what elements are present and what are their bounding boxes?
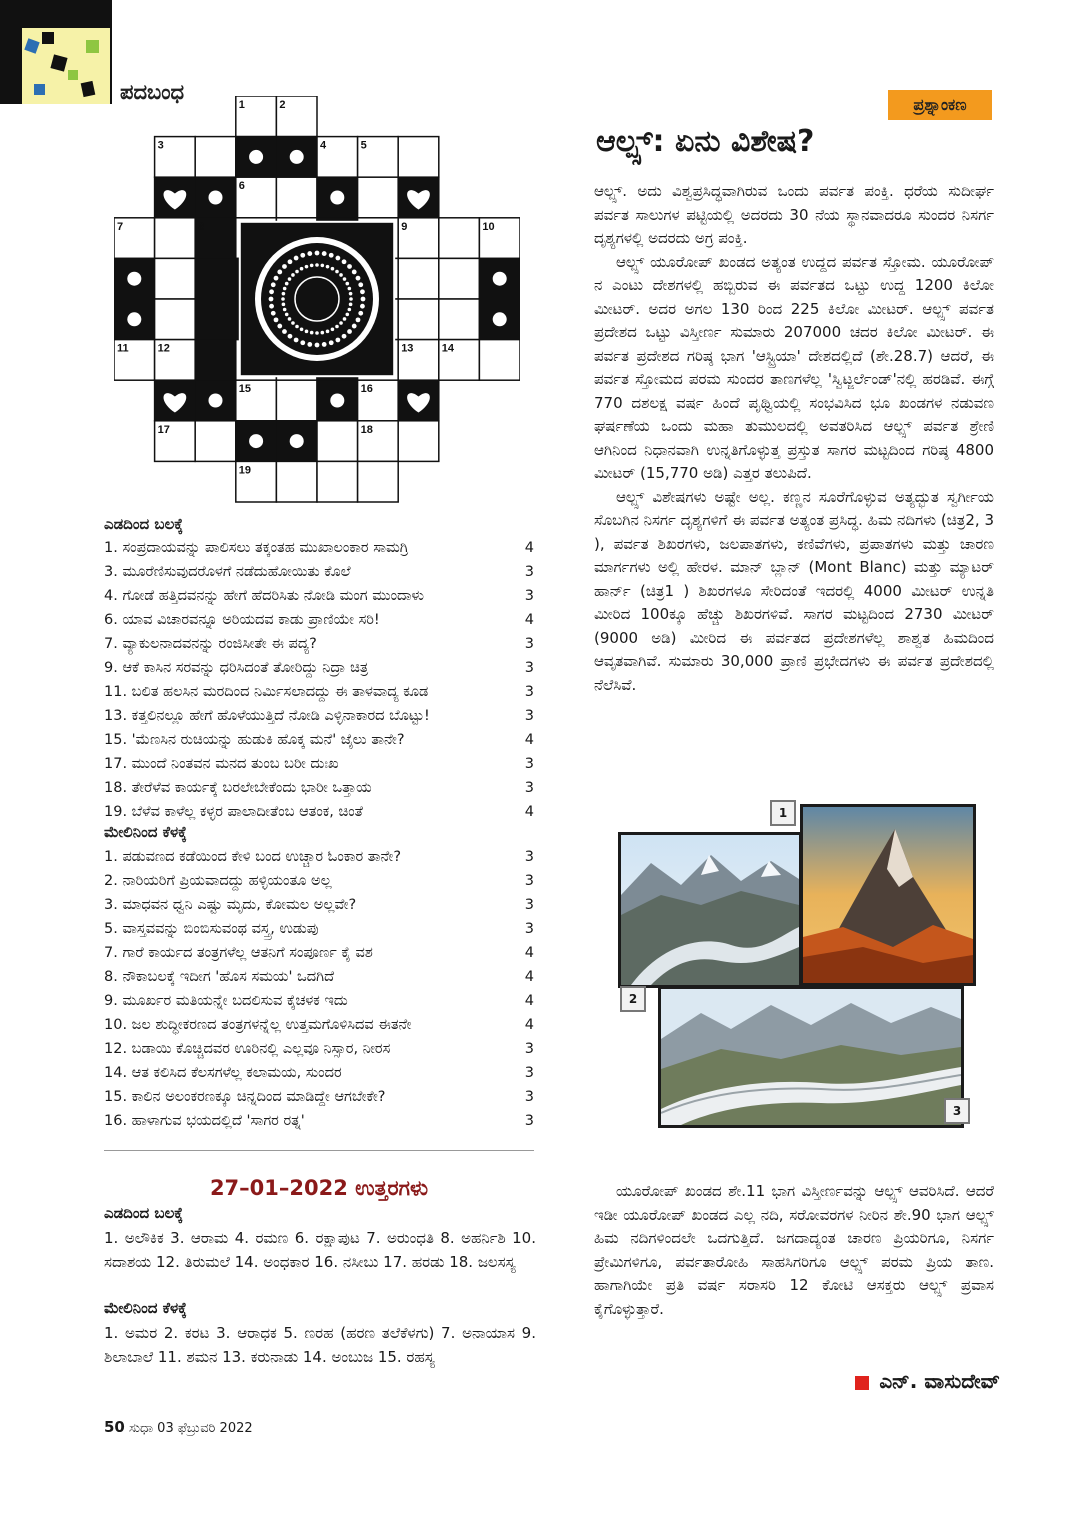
cell-number: 12 [157, 342, 170, 355]
crossword-cell[interactable] [276, 461, 317, 502]
crossword-cell[interactable] [398, 137, 439, 178]
page-footer [104, 1418, 253, 1436]
clue-text: 4. ಗೋಡೆ ಹತ್ತಿದವನನ್ನು ಹೇಗೆ ಹೆದರಿಸಿತು ನೋಡಿ ಮಂಗ ಮುಂದಾಳು [104, 588, 425, 604]
crossword-cell[interactable] [155, 299, 196, 340]
clue-text: 15. ಕಾಲಿನ ಅಲಂಕರಣಕ್ಕೂ ಚಿನ್ನದಿಂದ ಮಾಡಿದ್ದೇ ಆಗಬೇಕೇ? [104, 1089, 386, 1105]
clue-length: 3 [524, 780, 534, 796]
ornament-dot [335, 256, 340, 261]
ornament-dot [349, 297, 353, 301]
ornament-dot [305, 265, 309, 269]
crossword-cell[interactable] [317, 421, 358, 462]
ornament-dot [342, 334, 347, 339]
across-clue [104, 584, 534, 608]
cell-number: 9 [401, 220, 408, 233]
ornament-dot [277, 324, 282, 329]
ornament-dot [274, 276, 279, 281]
ornament-dot [348, 287, 352, 291]
crossword-cell[interactable] [195, 421, 236, 462]
ornament-dot [274, 317, 279, 322]
ornament-dot [281, 297, 285, 301]
ornament-dot [358, 282, 363, 287]
clue-length: 3 [524, 588, 534, 604]
clue-text: 19. ಬೆಳೆವ ಕಾಳೆಲ್ಲ ಕಳ್ಳರ ಪಾಲಾದೀತೆಂಬ ಆತಂಕ, ಚಿಂತೆ [104, 804, 363, 820]
clue-text: 11. ಬಲಿತ ಹಲಸಿನ ಮರದಿಂದ ನಿರ್ಮಿಸಲಾದದ್ದು ಈ ತಾಳವಾದ್ಯ ಕೂಡ [104, 684, 429, 700]
down-clue [104, 845, 534, 869]
ornament-dot [331, 267, 335, 271]
ornament-dot [269, 304, 274, 309]
clue-text: 14. ಆತ ಕಲಿಸಿದ ಕೆಲಸಗಳೆಲ್ಲ ಕಲಾಮಯ, ಸುಂದರ [104, 1065, 342, 1081]
clue-length: 3 [524, 684, 534, 700]
clue-text: 10. ಜಲ ಶುದ್ಧೀಕರಣದ ತಂತ್ರಗಳನ್ನೆಲ್ಲ ಉತ್ತಮಗೊಳಿಸಿದವ ಈತನೇ [104, 1017, 412, 1033]
figure-marker-1: 1 [770, 800, 796, 826]
decor-dot [493, 312, 507, 326]
clue-text: 2. ನಾರಿಯರಿಗೆ ಪ್ರಿಯವಾದದ್ದು ಹಳ್ಳಿಯಂತೂ ಅಲ್ಲ [104, 873, 332, 889]
clue-length: 4 [524, 540, 534, 556]
decor-dot [290, 434, 304, 448]
decor-dot [290, 150, 304, 164]
issue-text: ಸುಧಾ 03 ಫೆಬ್ರುವರಿ 2022 [129, 1421, 253, 1436]
clue-text: 16. ಹಾಳಾಗುವ ಭಯದಲ್ಲಿದೆ 'ಸಾಗರ ರತ್ನ' [104, 1113, 305, 1129]
clue-text: 9. ಮೂರ್ಖರ ಮತಿಯನ್ನೇ ಬದಲಿಸುವ ಕೈಚಳಕ ಇದು [104, 993, 348, 1009]
cell-number: 8 [198, 220, 205, 233]
logo-tile [86, 40, 99, 53]
ornament-dot [310, 331, 314, 335]
crossword-grid[interactable] [114, 96, 520, 512]
ornament-dot [326, 330, 330, 334]
clue-text: 12. ಬಡಾಯಿ ಕೊಚ್ಚಿದವರ ಊರಿನಲ್ಲಿ ಎಲ್ಲವೂ ನಿಸ್ಸಾರ, ನೀರಸ [104, 1041, 391, 1057]
ornament-dot [361, 297, 366, 302]
clue-text: 13. ಕತ್ತಲಿನಲ್ಲೂ ಹೇಗೆ ಹೊಳೆಯುತ್ತಿದೆ ನೋಡಿ ಎಳ್ಳಿನಾಕಾರದ ಬೊಟ್ಟು! [104, 708, 430, 724]
ornament-dot [305, 330, 309, 334]
ornament-dot [343, 317, 347, 321]
clue-length: 3 [524, 873, 534, 889]
ornament-dot [288, 317, 292, 321]
black-cell [195, 258, 236, 299]
clue-text: 3. ಮಾಧವನ ಧ್ವನಿ ಎಷ್ಟು ಮೃದು, ಕೋಮಲ ಅಲ್ಲವೇ? [104, 897, 357, 913]
article-paragraph: ಆಲ್ಪ್ಸ್. ಅದು ವಿಶ್ವಪ್ರಸಿದ್ಧವಾಗಿರುವ ಒಂದು ಪರ್ವತ ಪಂಕ್ತಿ. ಧರೆಯ ಸುದೀರ್ಘ ಪರ್ವತ ಸಾಲುಗಳ ಪಟ್ಟಿಯಲ್ಲಿ ಅದರದು 30 ನೆಯ ಸ್ಥಾನವಾದರೂ ಸುಂದರ ನಿಸರ್ಗ ದೃಶ್ಯಗಳಲ್ಲಿ ಅದರದು ಅಗ್ರ ಪಂಕ್ತಿ. [594, 182, 994, 247]
clue-text: 1. ಸಂಪ್ರದಾಯವನ್ನು ಪಾಲಿಸಲು ತಕ್ಕಂತಹ ಮುಖಾಲಂಕಾರ ಸಾಮಗ್ರಿ [104, 540, 409, 556]
clue-text: 18. ತೇರೆಳೆವ ಕಾರ್ಯಕ್ಕೆ ಬರಲೇಬೇಕೆಂದು ಭಾರೀ ಒತ್ತಾಯ [104, 780, 372, 796]
ornament-dot [349, 303, 353, 307]
across-clue [104, 800, 534, 824]
ornament-dot [288, 277, 292, 281]
clue-length: 3 [524, 897, 534, 913]
ornament-dot [349, 292, 353, 296]
ornament-dot [271, 311, 276, 316]
author-name: ಎನ್. ವಾಸುದೇವ್ [879, 1369, 1000, 1393]
clue-length: 4 [524, 1017, 534, 1033]
decor-dot [330, 191, 344, 205]
clue-text: 9. ಆಕೆ ಕಾಸಿನ ಸರವನ್ನು ಧರಿಸಿದಂತೆ ತೋರಿದ್ದು ನಿದ್ರಾ ಚಿತ್ರ [104, 660, 369, 676]
answers-down: 1. ಅಮರ 2. ಕರಟ 3. ಆರಾಧಕ 5. ಣರಹ (ಹರಣ ತಲೆಕೆಳಗು) 7. ಅನಾಯಾಸ 9. ಶಿಲಾಬಾಲೆ 11. ಶಮನ 13. ಕರುನಾಡು 14. ಅಂಬುಜ 15. ರಹಸ್ಯ [104, 1324, 536, 1366]
down-clue [104, 941, 534, 965]
down-clues [104, 845, 534, 1133]
crossword-cell[interactable] [317, 461, 358, 502]
ornament-dot [294, 256, 299, 261]
ornament-dot [335, 338, 340, 343]
ornament-dot [307, 342, 312, 347]
ornament-dot [282, 303, 286, 307]
across-clue [104, 776, 534, 800]
down-clue [104, 1061, 534, 1085]
ornament-dot [282, 264, 287, 269]
cell-number: 13 [401, 342, 414, 355]
crossword-cell[interactable] [398, 421, 439, 462]
crossword-cell[interactable] [439, 218, 480, 259]
cell-number: 19 [238, 464, 252, 477]
answers-across-heading: ಎಡದಿಂದ ಬಲಕ್ಕೆ [104, 1204, 184, 1222]
cell-number: 11 [117, 342, 129, 355]
page-number: 50 [104, 1418, 125, 1436]
clue-length: 4 [524, 612, 534, 628]
ornament-dot [360, 304, 365, 309]
across-clue [104, 752, 534, 776]
logo-tile [81, 81, 96, 97]
article-paragraph: ಆಲ್ಪ್ಸ್ ಯೂರೋಪ್ ಖಂಡದ ಅತ್ಯಂತ ಉದ್ದದ ಪರ್ವತ ಸ್ತೋಮ. ಯೂರೋಪ್ ನ ಎಂಟು ದೇಶಗಳಲ್ಲಿ ಹಬ್ಬಿರುವ ಈ ಪರ್ವತದ ಒಟ್ಟು ಉದ್ದ 1200 ಕಿಲೋ ಮೀಟರ್. ಅದರ ಅಗಲ 130 ರಿಂದ 225 ಕಿಲೋ ಮೀಟರ್. ಆಲ್ಪ್ಸ್ ಪರ್ವತ ಪ್ರದೇಶದ ಒಟ್ಟು ವಿಸ್ತೀರ್ಣ ಸುಮಾರು 207000 ಚದರ ಕಿಲೋ ಮೀಟರ್. ಈ ಪರ್ವತ ಪ್ರದೇಶದ ಗರಿಷ್ಠ ಭಾಗ 'ಆಸ್ಟ್ರಿಯಾ' ದೇಶದಲ್ಲಿದೆ (ಶೇ.28.7) ಆದರೆ, ಈ ಪರ್ವತ ಸ್ತೋಮದ ಪರಮ ಸುಂದರ ತಾಣಗಳೆಲ್ಲ 'ಸ್ವಿಟ್ಜರ್ಲೆಂಡ್'ನಲ್ಲಿ ಹರಡಿವೆ. ಈಗ್ಗೆ 770 ದಶಲಕ್ಷ ವರ್ಷ ಹಿಂದೆ ಪೃಥ್ವಿಯಲ್ಲಿ ಸಂಭವಿಸಿದ ಭೂ ಖಂಡಗಳ ನಡುವಣ ಘರ್ಷಣೆಯ ಒಂದು ಮಹಾ ತುಮುಲದಲ್ಲಿ ಅವತರಿಸಿದ ಆಲ್ಪ್ಸ್ ಪರ್ವತ ಶ್ರೇಣಿ ಆಗಿನಿಂದ ನಿಧಾನವಾಗಿ ಉನ್ನತಿಗೊಳ್ಳುತ್ತ ಪ್ರಸ್ತುತ ಸಾಗರ ಮಟ್ಟದಿಂದ ಗರಿಷ್ಠ 4800 ಮೀಟರ್ (15,770 ಅಡಿ) ಎತ್ತರ ತಲುಪಿದೆ. [594, 252, 994, 482]
down-clue [104, 1109, 534, 1133]
black-cell [195, 340, 236, 381]
figure-marker-2: 2 [620, 986, 646, 1012]
divider [104, 1150, 534, 1151]
logo-tile [50, 54, 67, 71]
across-clue [104, 656, 534, 680]
down-clue [104, 1085, 534, 1109]
clue-length: 3 [524, 849, 534, 865]
ornament-dot [300, 253, 305, 258]
cell-number: 7 [117, 220, 124, 233]
ornament-dot [294, 338, 299, 343]
clue-text: 3. ಮೂರೆಣಿಸುವುದರೊಳಗೆ ನಡೆದುಹೋಯಿತು ಕೊಲೆ [104, 564, 351, 580]
ornament-dot [269, 289, 274, 294]
cell-number: 17 [157, 423, 170, 436]
ornament-dot [322, 251, 327, 256]
down-clue [104, 1013, 534, 1037]
clue-text: 17. ಮುಂದೆ ನಿಂತವನ ಮನದ ತುಂಬ ಬರೀ ದುಃಖ [104, 756, 339, 772]
ornament-dot [329, 340, 334, 345]
ornament-dot [283, 287, 287, 291]
decor-dot [209, 394, 223, 408]
crossword-cell[interactable] [195, 137, 236, 178]
crossword-cell[interactable] [479, 340, 520, 381]
ornament-dot [291, 321, 295, 325]
ornament-dot [282, 329, 287, 334]
clue-length: 3 [524, 708, 534, 724]
clue-length: 4 [524, 993, 534, 1009]
across-clues [104, 536, 534, 824]
cell-number: 1 [238, 99, 245, 111]
down-clue [104, 965, 534, 989]
ornament-dot [285, 282, 289, 286]
crossword-cell[interactable] [276, 177, 317, 218]
clue-text: 1. ಪಡುವಣದ ಕಡೆಯಿಂದ ಕೇಳಿ ಬಂದ ಉಚ್ಚಾರ ಓಂಕಾರ ತಾನೇ? [104, 849, 402, 865]
ornament-dot [307, 251, 312, 256]
across-clue [104, 560, 534, 584]
down-clue [104, 893, 534, 917]
ornament-dot [315, 331, 319, 335]
across-heading: ಎಡದಿಂದ ಬಲಕ್ಕೆ [104, 515, 184, 533]
ornament-dot [315, 263, 319, 267]
ornament-dot [331, 327, 335, 331]
clue-length: 4 [524, 945, 534, 961]
ornament-dot [348, 308, 352, 312]
logo-tile [42, 32, 54, 44]
clue-length: 4 [524, 969, 534, 985]
aletsch-glacier-photo [658, 986, 964, 1128]
ornament-dot [342, 259, 347, 264]
cell-number: 3 [157, 139, 164, 152]
decor-dot [127, 312, 141, 326]
section-title: ಪದಬಂಧ [120, 80, 185, 104]
across-clue [104, 632, 534, 656]
crossword-cell[interactable] [398, 299, 439, 340]
cell-number: 2 [279, 99, 286, 111]
crossword-svg[interactable] [114, 96, 520, 508]
clue-text: 15. 'ಮೆಣಸಿನ ರುಚಿಯನ್ನು ಹುಡುಕಿ ಹೊಕ್ಕ ಮನೆ' ಜೈಲು ತಾನೇ? [104, 732, 405, 748]
ornament-dot [282, 292, 286, 296]
crossword-cell[interactable] [358, 177, 399, 218]
crossword-cell[interactable] [439, 258, 480, 299]
decor-dot [249, 434, 263, 448]
clue-text: 7. ಗಾರೆ ಕಾರ್ಯದ ತಂತ್ರಗಳೆಲ್ಲ ಆತನಿಗೆ ಸಂಪೂರ್ಣ ಕೈ ವಶ [104, 945, 373, 961]
across-clue [104, 728, 534, 752]
across-clue [104, 704, 534, 728]
glacier-photo [618, 832, 802, 988]
decor-dot [330, 394, 344, 408]
across-clue [104, 608, 534, 632]
across-clue [104, 680, 534, 704]
ornament-dot [358, 311, 363, 316]
ornament-dot [295, 270, 299, 274]
ornament-dot [295, 325, 299, 329]
ornament-dot [300, 327, 304, 331]
clue-length: 3 [524, 660, 534, 676]
cell-number: 5 [360, 139, 367, 152]
cell-number: 18 [360, 423, 373, 436]
clue-length: 3 [524, 756, 534, 772]
alps-photos [614, 796, 994, 1136]
crossword-cell[interactable] [276, 380, 317, 421]
clue-length: 4 [524, 732, 534, 748]
crossword-cell[interactable] [358, 461, 399, 502]
clue-text: 8. ನೌಕಾಬಲಕ್ಕೆ ಇದೀಗ 'ಹೊಸ ಸಮಯ' ಒದಗಿದೆ [104, 969, 335, 985]
ornament-dot [283, 308, 287, 312]
crossword-cell[interactable] [439, 299, 480, 340]
cell-number: 4 [320, 139, 327, 152]
ornament-dot [285, 313, 289, 317]
ornament-dot [339, 321, 343, 325]
ornament-dot [315, 251, 320, 256]
clue-text: 6. ಯಾವ ವಿಚಾರವನ್ನೂ ಅರಿಯದವ ಕಾಡು ಪ್ರಾಣಿಯೇ ಸರಿ! [104, 612, 380, 628]
ornament-dot [356, 276, 361, 281]
ornament-dot [352, 324, 357, 329]
clue-length: 3 [524, 636, 534, 652]
ornament-dot [277, 270, 282, 275]
ornament-core [295, 277, 339, 321]
ornament-dot [291, 273, 295, 277]
answers-across: 1. ಅಲೌಕಿಕ 3. ಆರಾಮ 4. ರಮಣ 6. ರಕ್ಷಾಪುಟ 7. ಅರುಂಧತಿ 8. ಅಹರ್ನಿಶಿ 10. ಸದಾಶಯ 12. ತಿರುಮಲೆ 14. ಅಂಧಕಾರ 16. ನಸೀಬು 17. ಹರಡು 18. ಜಲಸಸ್ಯ [104, 1229, 536, 1271]
ornament-dot [271, 282, 276, 287]
cell-number: 15 [238, 383, 252, 396]
article-paragraph: ಯೂರೋಪ್ ಖಂಡದ ಶೇ.11 ಭಾಗ ವಿಸ್ತೀರ್ಣವನ್ನು ಆಲ್ಪ್ಸ್ ಆವರಿಸಿದೆ. ಆದರೆ ಇಡೀ ಯೂರೋಪ್ ಖಂಡದ ಎಲ್ಲ ನದಿ, ಸರೋವರಗಳ ನೀರಿನ ಶೇ.90 ಭಾಗ ಆಲ್ಪ್ಸ್ ಹಿಮ ನದಿಗಳಿಂದಲೇ ಒದಗುತ್ತಿದೆ. ಜಗದಾದ್ಯಂತ ಚಾರಣ ಪ್ರಿಯರಿಗೂ, ನಿಸರ್ಗ ಪ್ರೇಮಿಗಳಿಗೂ, ಪರ್ವತಾರೋಹಿ ಸಾಹಸಿಗರಿಗೂ ಆಲ್ಪ್ಸ್ ಪರಮ ಪ್ರಿಯ ತಾಣ. ಹಾಗಾಗಿಯೇ ಪ್ರತಿ ವರ್ಷ ಸರಾಸರಿ 12 ಕೋಟಿ ಆಸಕ್ತರು ಆಲ್ಪ್ಸ್ ಪ್ರವಾಸ ಕೈಗೊಳ್ಳುತ್ತಾರೆ. [594, 1182, 994, 1318]
decor-dot [127, 272, 141, 286]
ornament-dot [360, 289, 365, 294]
article-paragraph: ಆಲ್ಪ್ಸ್ ವಿಶೇಷಗಳು ಅಷ್ಟೇ ಅಲ್ಲ. ಕಣ್ಣನ ಸೂರೆಗೊಳ್ಳುವ ಅತ್ಯದ್ಭುತ ಸ್ವರ್ಗೀಯ ಸೊಬಗಿನ ನಿಸರ್ಗ ದೃಶ್ಯಗಳಿಗೆ ಈ ಪರ್ವತ ಅತ್ಯಂತ ಪ್ರಸಿದ್ಧ. ಹಿಮ ನದಿಗಳು (ಚಿತ್ರ2, 3 ), ಪರ್ವತ ಶಿಖರಗಳು, ಜಲಪಾತಗಳು, ಕಣಿವೆಗಳು, ಪ್ರಪಾತಗಳು ಮತ್ತು ಚಾರಣ ಮಾರ್ಗಗಳು ಅಲ್ಲಿ ಹೇರಳ. ಮಾನ್ ಬ್ಲಾನ್ (Mont Blanc) ಮತ್ತು ಮ್ಯಾಟರ್ ಹಾರ್ನ್ (ಚಿತ್ರ1 ) ಶಿಖರಗಳೂ ಸೇರಿದಂತೆ ಇದರಲ್ಲಿ 4000 ಮೀಟರ್ ಉನ್ನತಿ ಮೀರಿದ 100ಕ್ಕೂ ಹೆಚ್ಚು ಶಿಖರಗಳಿವೆ. ಸಾಗರ ಮಟ್ಟದಿಂದ 2730 ಮೀಟರ್ (9000 ಅಡಿ) ಮೀರಿದ ಈ ಪರ್ವತದ ಪ್ರದೇಶಗಳೆಲ್ಲ ಶಾಶ್ವತ ಹಿಮದಿಂದ ಆವೃತವಾಗಿವೆ. ಸುಮಾರು 30,000 ಪ್ರಾಣಿ ಪ್ರಭೇದಗಳು ಈ ಪರ್ವತ ಪ್ರದೇಶದಲ್ಲಿ ನೆಲೆಸಿವೆ. [594, 487, 994, 694]
ornament-dot [329, 253, 334, 258]
decor-dot [209, 191, 223, 205]
down-clue [104, 869, 534, 893]
across-clue [104, 536, 534, 560]
article-body-continued [594, 1180, 994, 1321]
clue-text: 7. ವ್ಯಾಕುಲನಾದವನನ್ನು ರಂಜಿಸೀತೇ ಈ ಪದ್ಯ? [104, 636, 317, 652]
ornament-dot [352, 270, 357, 275]
ornament-dot [345, 313, 349, 317]
clue-length: 3 [524, 1089, 534, 1105]
ornament-dot [356, 317, 361, 322]
decor-dot [249, 150, 263, 164]
decor-dot [493, 272, 507, 286]
ornament-dot [335, 325, 339, 329]
author-marker [855, 1376, 869, 1390]
answers-down-heading: ಮೇಲಿನಿಂದ ಕೆಳಕ್ಕೆ [104, 1299, 187, 1317]
ornament-dot [335, 270, 339, 274]
ornament-dot [326, 265, 330, 269]
down-clue [104, 917, 534, 941]
cell-number: 14 [441, 342, 455, 355]
ornament-dot [347, 264, 352, 269]
ornament-dot [345, 282, 349, 286]
clue-length: 3 [524, 1041, 534, 1057]
section-logo-panel [22, 28, 110, 104]
ornament-dot [288, 334, 293, 339]
ornament-dot [315, 343, 320, 348]
answers-title: 27–01–2022 ಉತ್ತರಗಳು [209, 1176, 429, 1200]
down-heading: ಮೇಲಿನಿಂದ ಕೆಳಕ್ಕೆ [104, 823, 187, 841]
clue-length: 4 [524, 804, 534, 820]
ornament-dot [321, 331, 325, 335]
clue-length: 3 [524, 1113, 534, 1129]
ornament-dot [269, 297, 274, 302]
article-title: ಆಲ್ಪ್ಸ್: ಏನು ವಿಶೇಷ? [596, 124, 815, 159]
cell-number: 6 [238, 180, 245, 193]
ornament-dot [300, 340, 305, 345]
logo-tile [24, 38, 39, 53]
ornament-dot [339, 273, 343, 277]
ornament-dot [347, 329, 352, 334]
ornament-dot [310, 264, 314, 268]
clue-length: 3 [524, 1065, 534, 1081]
clue-length: 3 [524, 564, 534, 580]
logo-tile [68, 70, 78, 80]
matterhorn-photo [800, 804, 976, 986]
logo-tile [34, 84, 45, 95]
cell-number: 16 [360, 383, 373, 396]
ornament-dot [288, 259, 293, 264]
crossword-cell[interactable] [155, 258, 196, 299]
cell-number: 10 [482, 220, 495, 233]
category-tag: ಪ್ರಶ್ನಾಂಕಣ [888, 90, 992, 120]
article-body [594, 180, 994, 697]
ornament-dot [321, 264, 325, 268]
figure-marker-3: 3 [944, 1098, 970, 1124]
ornament-dot [343, 277, 347, 281]
down-clue [104, 1037, 534, 1061]
black-cell [195, 299, 236, 340]
ornament-dot [322, 342, 327, 347]
clue-length: 3 [524, 921, 534, 937]
author-byline [855, 1369, 1000, 1393]
crossword-cell[interactable] [155, 218, 196, 259]
ornament-dot [300, 267, 304, 271]
clue-text: 5. ವಾಸ್ತವವನ್ನು ಬಿಂಬಿಸುವಂಥ ವಸ್ತ್ರ, ಉಡುಪು [104, 921, 319, 937]
down-clue [104, 989, 534, 1013]
crossword-cell[interactable] [398, 258, 439, 299]
